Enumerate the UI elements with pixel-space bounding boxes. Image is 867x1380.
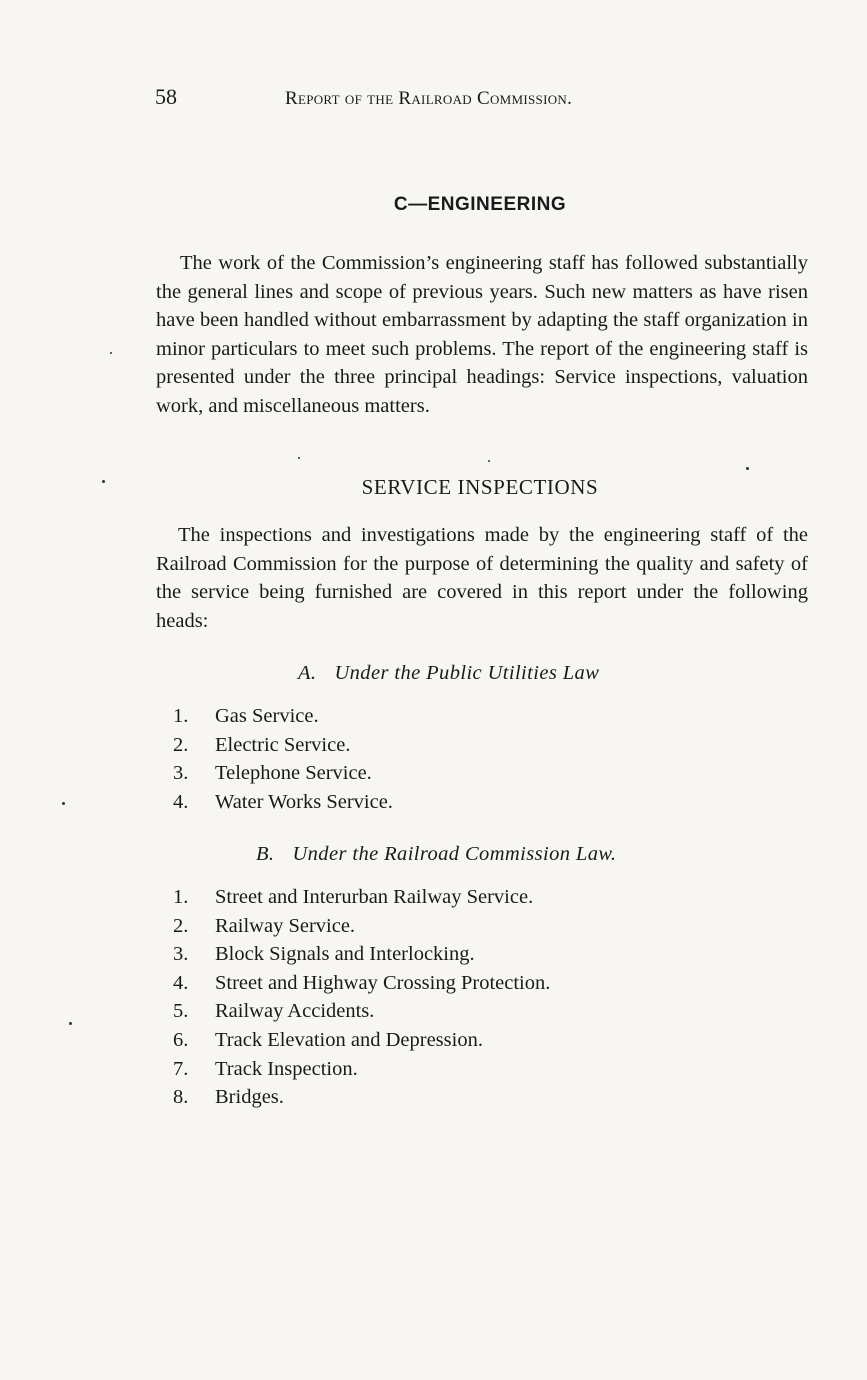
page-number: 58 (155, 84, 177, 109)
list-item-number: 2. (173, 914, 189, 937)
list-item-number: 2. (173, 733, 189, 756)
group-a-letter: A. (298, 662, 317, 684)
group-b-list (173, 883, 550, 1112)
list-item-number: 3. (173, 762, 189, 785)
scan-speck (746, 467, 749, 470)
service-inspections-paragraph: The inspections and investigations made by the engineering staff of the Railroad Commission for the purpose of determining the quality and safety of the service being furnished are covered in this report under the following heads: (156, 524, 808, 632)
list-item (173, 788, 393, 817)
list-item-label: Street and Highway Crossing Protection. (215, 971, 551, 994)
group-b-letter: B. (256, 843, 275, 865)
group-b-name: Under the Railroad Commission Law. (292, 843, 617, 865)
list-item-number: 4. (173, 790, 189, 813)
list-item-number: 4. (173, 971, 189, 994)
list-item-label: Track Elevation and Depression. (215, 1028, 483, 1051)
group-b-title (256, 843, 616, 866)
list-item-number: 1. (173, 886, 189, 908)
list-item-label: Railway Service. (215, 914, 356, 937)
list-item-label: Telephone Service. (215, 762, 372, 785)
list-item (173, 969, 550, 998)
list-item (173, 997, 550, 1026)
service-inspections-heading: SERVICE INSPECTIONS (361, 475, 599, 499)
list-item-number: 5. (173, 1000, 189, 1023)
running-header: Report of the Railroad Commission. (285, 88, 573, 109)
list-item-number: 8. (173, 1086, 189, 1109)
group-a-title (298, 662, 599, 685)
list-item-label: Bridges. (215, 1086, 284, 1109)
list-item-number: 7. (173, 1057, 189, 1080)
list-item-label: Track Inspection. (215, 1057, 358, 1080)
list-item (173, 1026, 550, 1055)
group-a-list (173, 702, 393, 816)
scan-speck (102, 480, 105, 483)
list-item-label: Railway Accidents. (215, 1000, 375, 1023)
list-item (173, 1055, 550, 1084)
scan-speck (110, 352, 112, 354)
scan-speck (488, 460, 490, 462)
list-item (173, 731, 393, 760)
list-item-number: 6. (173, 1028, 189, 1051)
list-item-label: Gas Service. (215, 705, 319, 727)
list-item (173, 1083, 550, 1112)
scan-speck (62, 802, 65, 805)
list-item (173, 940, 550, 969)
section-title: C—ENGINEERING (393, 194, 567, 215)
list-item-number: 3. (173, 943, 189, 966)
scan-speck (69, 1022, 72, 1025)
intro-paragraph: The work of the Commission’s engineering staff has followed substantially the general lines and scope of previous years. Such new matters as have risen have been handled without embarrassment by adapting the staff organization in minor particulars to meet such problems. The report of the engineering staff is presented under the three principal headings: Service inspections, valuation work, and miscellaneous matters. (156, 252, 808, 417)
group-a-name: Under the Public Utilities Law (334, 662, 600, 684)
list-item-label: Electric Service. (215, 733, 351, 756)
list-item-number: 1. (173, 705, 189, 727)
scan-speck (298, 457, 300, 459)
list-item (173, 912, 550, 941)
list-item-label: Block Signals and Interlocking. (215, 943, 475, 966)
list-item (173, 702, 393, 731)
list-item-label: Street and Interurban Railway Service. (215, 886, 534, 908)
list-item-label: Water Works Service. (215, 790, 393, 813)
list-item (173, 883, 550, 912)
list-item (173, 759, 393, 788)
